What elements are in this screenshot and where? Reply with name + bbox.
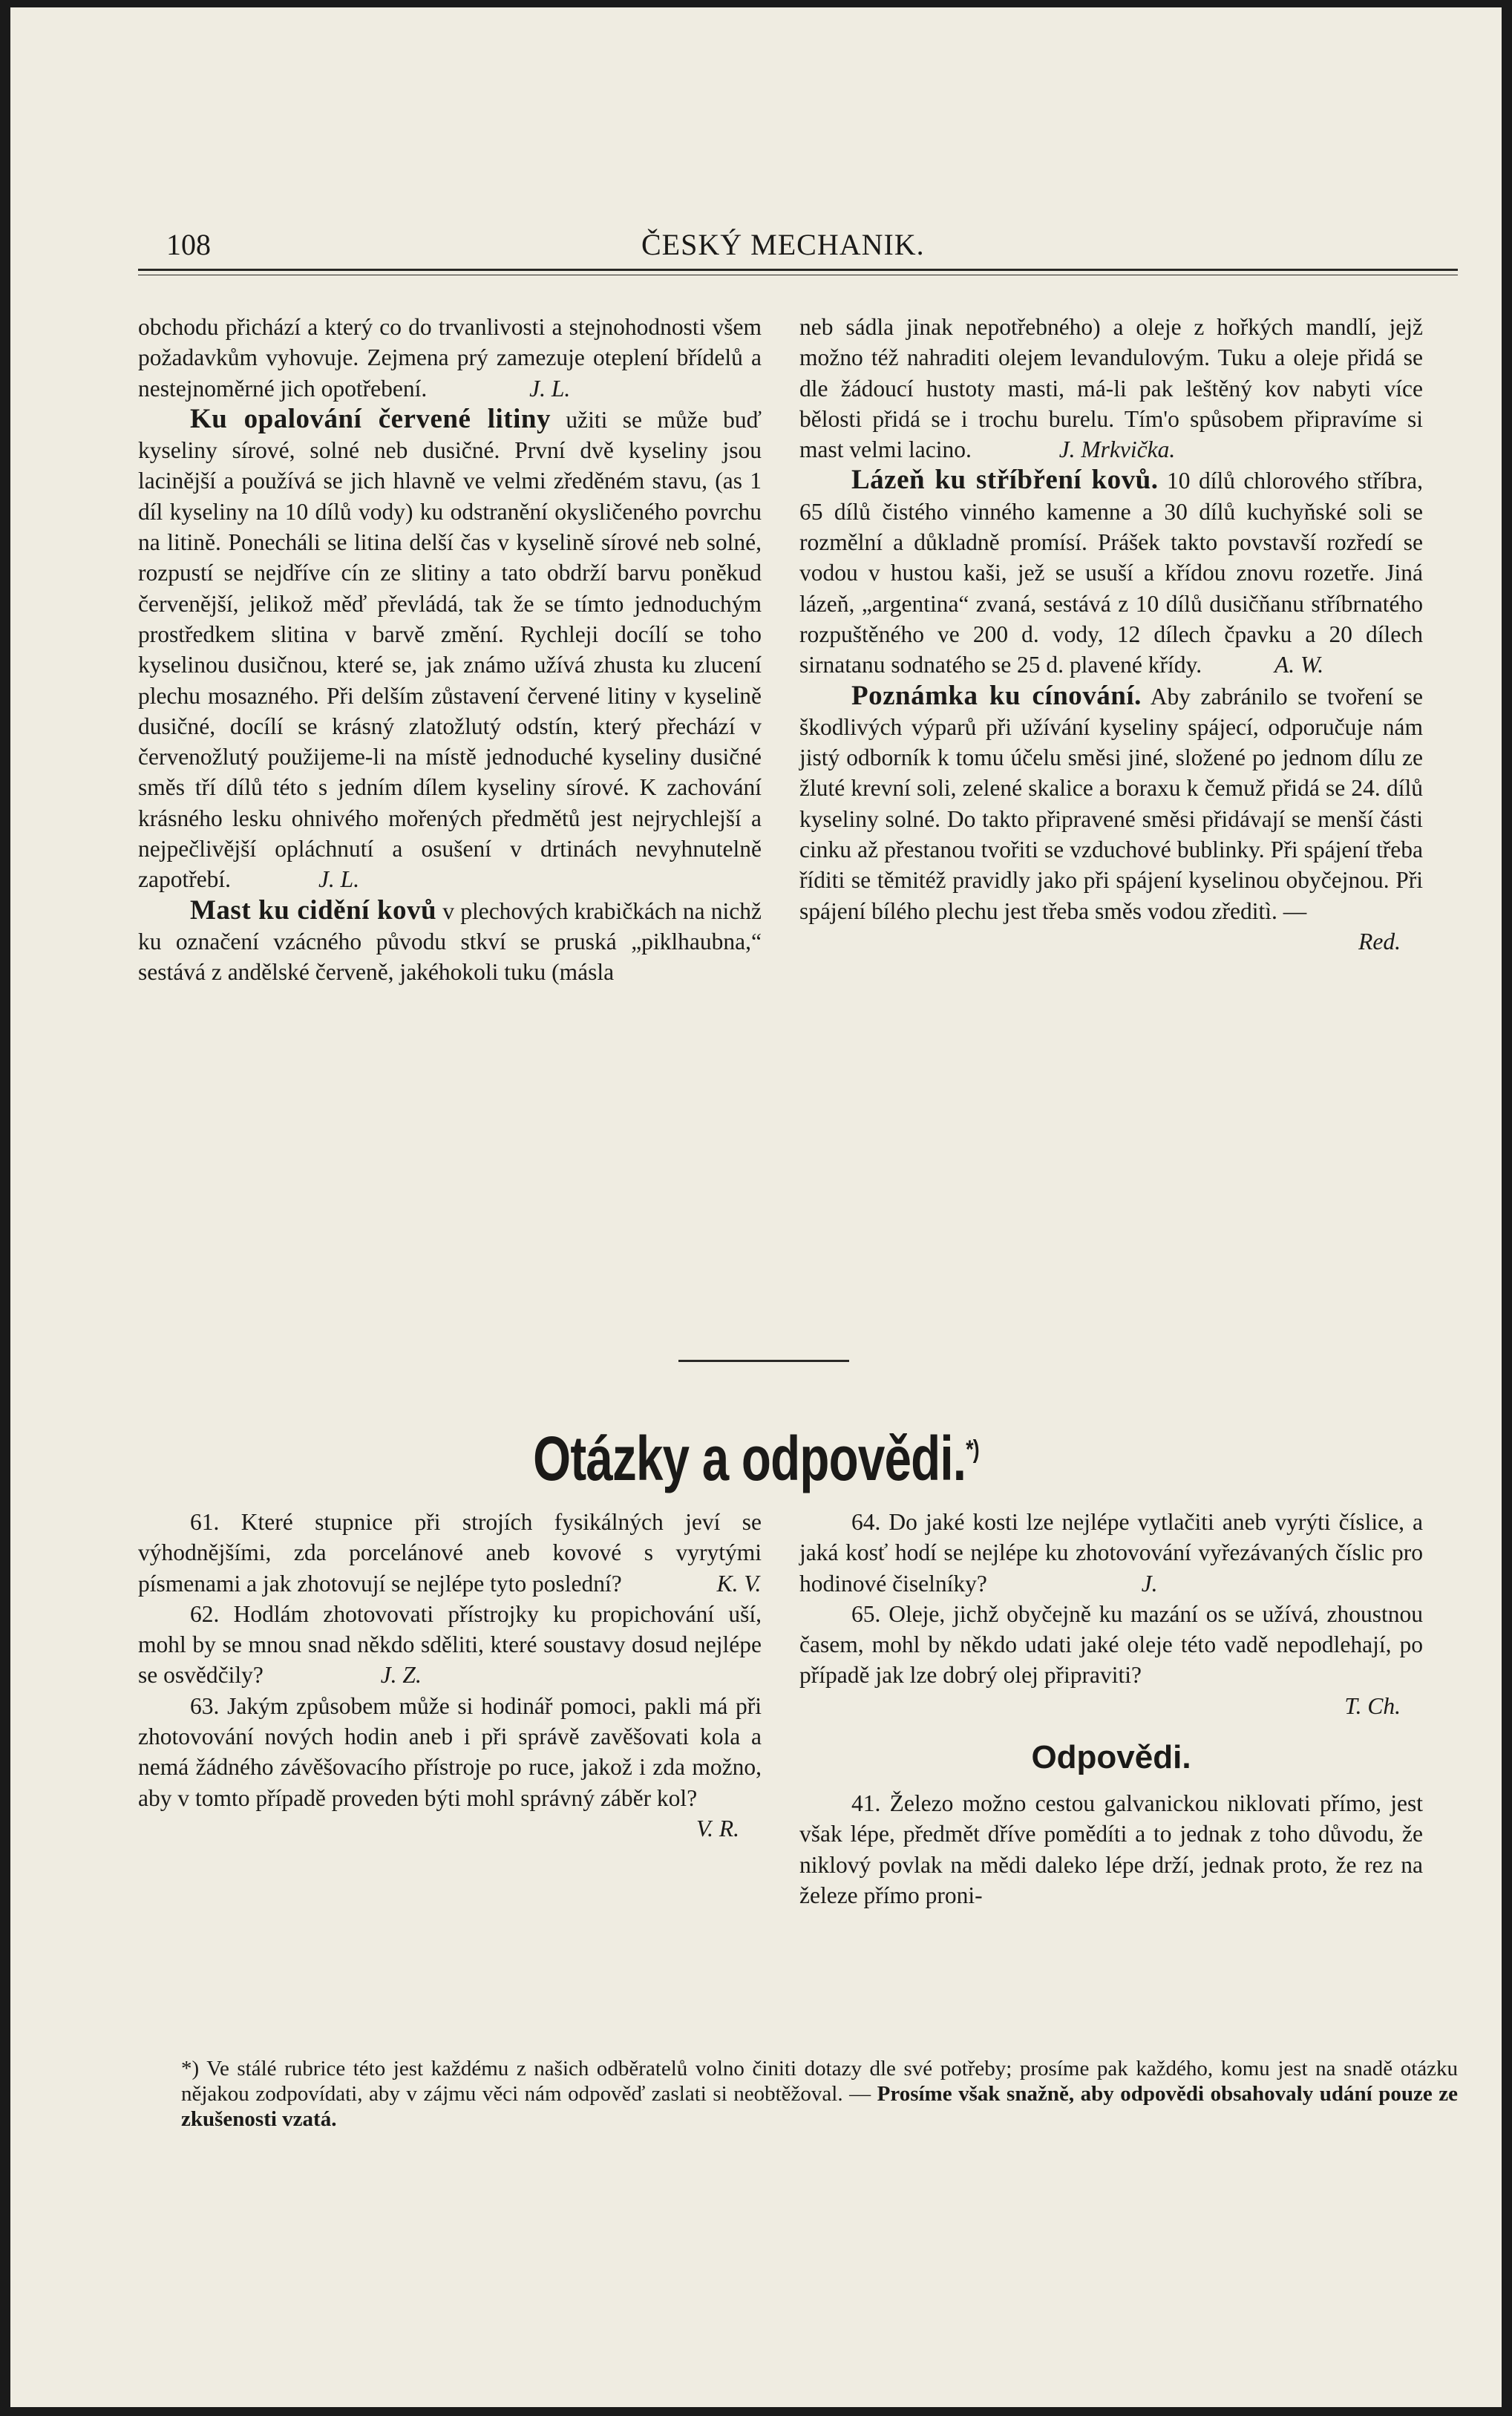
question-item xyxy=(138,1691,762,1813)
article-text-span: v plechových krabičkách na nichž ku označení vzácného původu stkví se pruská „piklhaubna,“ sestává z andělské červeně, jakéhokoli tuku (másla xyxy=(138,897,762,986)
article-lazen xyxy=(799,465,1423,680)
answer-item xyxy=(799,1788,1423,1911)
header-rule xyxy=(138,269,1458,271)
question-text: 65. Oleje, jichž obyčejně ku mazání os se užívá, zhoustnou časem, mohl by někdo udati jaké oleje této vadě nepodlehají, po případě jak lze dobrý olej připraviti? xyxy=(799,1600,1423,1689)
article-poznamka xyxy=(799,681,1423,926)
question-item xyxy=(138,1599,762,1691)
question-text: 62. Hodlám zhotovovati přístrojky ku propichování uší, mohl by se mnou snad někdo sděliti, které soustavy dosud nejlépe se osvědčily? xyxy=(138,1600,762,1689)
page-number: 108 xyxy=(166,228,211,261)
question-text: 61. Které stupnice při strojích fysikálných jeví se výhodnějšími, zda porcelánové aneb kovové s vyrytými písmenami a jak zhotovují se nejlépe tyto poslední? xyxy=(138,1509,762,1597)
article-text-span: obchodu přichází a který co do trvanlivosti a stejnohodnosti všem požadavkům vyhovuje. Zejmena prý zamezuje oteplení břídelů a nestejnoměrné jich opotřebení. xyxy=(138,314,762,402)
page xyxy=(10,7,1502,2407)
article-heading: Lázeň ku stříbření kovů. xyxy=(851,465,1159,496)
article-text xyxy=(138,312,762,404)
author-signature: V. R. xyxy=(696,1815,739,1842)
author-signature: A. W. xyxy=(1274,652,1324,678)
author-signature: K. V. xyxy=(716,1570,762,1597)
article-opalovani xyxy=(138,404,762,895)
question-text: 63. Jakým způsobem může si hodinář pomoci, pakli má při zhotovování nových hodin aneb i při správě zavěšovati kola a nemá žádného závěšovacího přístroje po ruce, jakož i zda možno, aby v tomto případě proveden býti mohl správný záběr kol? xyxy=(138,1692,762,1811)
questions-right xyxy=(799,1507,1423,1911)
section-title-text: Otázky a odpovědi. xyxy=(533,1424,966,1493)
left-column xyxy=(138,312,762,988)
article-heading: Ku opalování červené litiny xyxy=(190,403,551,434)
footnote-marker: *) xyxy=(181,2057,200,2081)
footnote-mark: *) xyxy=(966,1435,979,1464)
article-text-span: neb sádla jinak nepotřebného) a oleje z hořkých mandlí, jejž možno též nahraditi olejem levandulovým. Tuku a oleje přidá se dle žádoucí hustoty masti, má-li pak leštěný kov nabyti více bělosti přidá se i trochu burelu. Tím'o spůsobem připravíme si mast velmi lacino. xyxy=(799,314,1423,463)
footnote xyxy=(181,2056,1458,2132)
author-signature: J. L. xyxy=(318,866,360,893)
running-header xyxy=(166,227,1458,264)
article-text-span: Aby zabránilo se tvoření se škodlivých výparů při užívání kyseliny spájecí, odporučuje nám jistý odborník k tomu účelu směsi jiné, složené po jednom dílu ze žluté krevní soli, zelené skalice a boraxu k čemuž přidá se 24. dílů kyseliny solné. Do takto připravené směsi přidávají se menší části cinku až přestanou tvořiti se vzduchové bublinky. Při spájení třeba říditi se těmitéž pravidly jako při spájení kyselinou obyčejnou. Při spájení bílého plechu jest třeba směs vodou zředitì. — xyxy=(799,683,1424,924)
right-column xyxy=(799,312,1423,957)
questions-left xyxy=(138,1507,762,1844)
question-item xyxy=(799,1599,1423,1691)
journal-title: ČESKÝ MECHANIK. xyxy=(641,228,925,261)
article-text xyxy=(799,312,1423,465)
article-text-span: 10 dílů chlorového stříbra, 65 dílů čistého vinného kamenne a 30 dílů kuchyňské soli se rozmělní a důkladně promísí. Prášek takto povstavší rozředí se vodou v hustou kaši, jež se usuší a křídou znovu rozetře. Jiná lázeň, „argentina“ zvaná, sestává z 10 dílů dusičňanu stříbrnatého rozpuštěného ve 200 d. vody, 12 dílech čpavku a 20 dílech sirnatanu sodnatého se 25 d. plavené křídy. xyxy=(799,468,1423,678)
answers-heading: Odpovědi. xyxy=(1031,1739,1191,1776)
section-title xyxy=(174,1414,1338,1494)
answer-text: 41. Železo možno cestou galvanickou niklovati přímo, jest však lépe, předmět dříve pomědíti a to jednak z toho důvodu, že niklový povlak na mědi daleko lépe drží, jednak proto, že rez na železe přímo proni- xyxy=(799,1790,1423,1908)
question-item xyxy=(799,1507,1423,1599)
author-signature: T. Ch. xyxy=(1344,1692,1401,1719)
author-signature: J. xyxy=(1141,1570,1158,1597)
article-mast xyxy=(138,895,762,988)
section-divider xyxy=(678,1360,849,1362)
question-item xyxy=(138,1507,762,1599)
article-heading: Mast ku cidění kovů xyxy=(190,894,437,926)
author-signature: J. L. xyxy=(529,375,571,402)
author-signature: J. Mrkvička. xyxy=(1058,436,1176,463)
footnote-bold-text: Prosíme však snažně, aby odpovědi obsahovaly udání pouze ze zkušenosti vzatá. xyxy=(181,2082,1458,2131)
article-text-span: užiti se může buď kyseliny sírové, solné neb dusičné. První dvě kyseliny jsou lacinější a používá se jich hlavně ve velmi zředěném stavu, (as 1 díl kyseliny na 10 dílů vody) ku odstranění okysličeného povrchu na litině. Ponecháli se litina delší čas v kyselině sírové neb solné, rozpustí se nejdříve cín ze slitiny a tato obdrží barvu poněkud červenější, jelikož měď převládá, tak že se tímto jednoduchým prostředkem slitina v barvě změní. Rychleji docílí se toho kyselinou dusičnou, které se, jak známo užívá zhusta ku zlucení plechu mosazného. Při delším zůstavení červené litiny v kyselině dusičné, docílí se krásný zlatožlutý odstín, který přechází v červenožlutý použijeme-li na místě jednoduché kyseliny dusičné směs tří dílů této s jedním dílem kyseliny sírové. K zachování krásného lesku ohnivého mořených předmětů jest nejrychlejší a nejpečlivější opláchnutí a osušení v drtinách nevyhnutelně zapotřebí. xyxy=(138,406,762,893)
article-heading: Poznámka ku cínování. xyxy=(851,680,1142,711)
author-signature: Red. xyxy=(1358,928,1401,955)
footnote-text: Ve stálé rubrice této jest každému z našich odběratelů volno činiti dotazy dle své potřeby; prosíme pak každého, komu jest na snadě otázku nějakou zodpovídati, aby v zájmu věci nám odpověď zaslati si neobtěžoval. — xyxy=(181,2057,1459,2106)
author-signature: J. Z. xyxy=(380,1662,422,1689)
question-text: 64. Do jaké kosti lze nejlépe vytlačiti aneb vyrýti číslice, a jaká kosť hodí se nejlépe ku zhotovování vyřezávaných číslic pro hodinové čiselníky? xyxy=(799,1509,1423,1597)
